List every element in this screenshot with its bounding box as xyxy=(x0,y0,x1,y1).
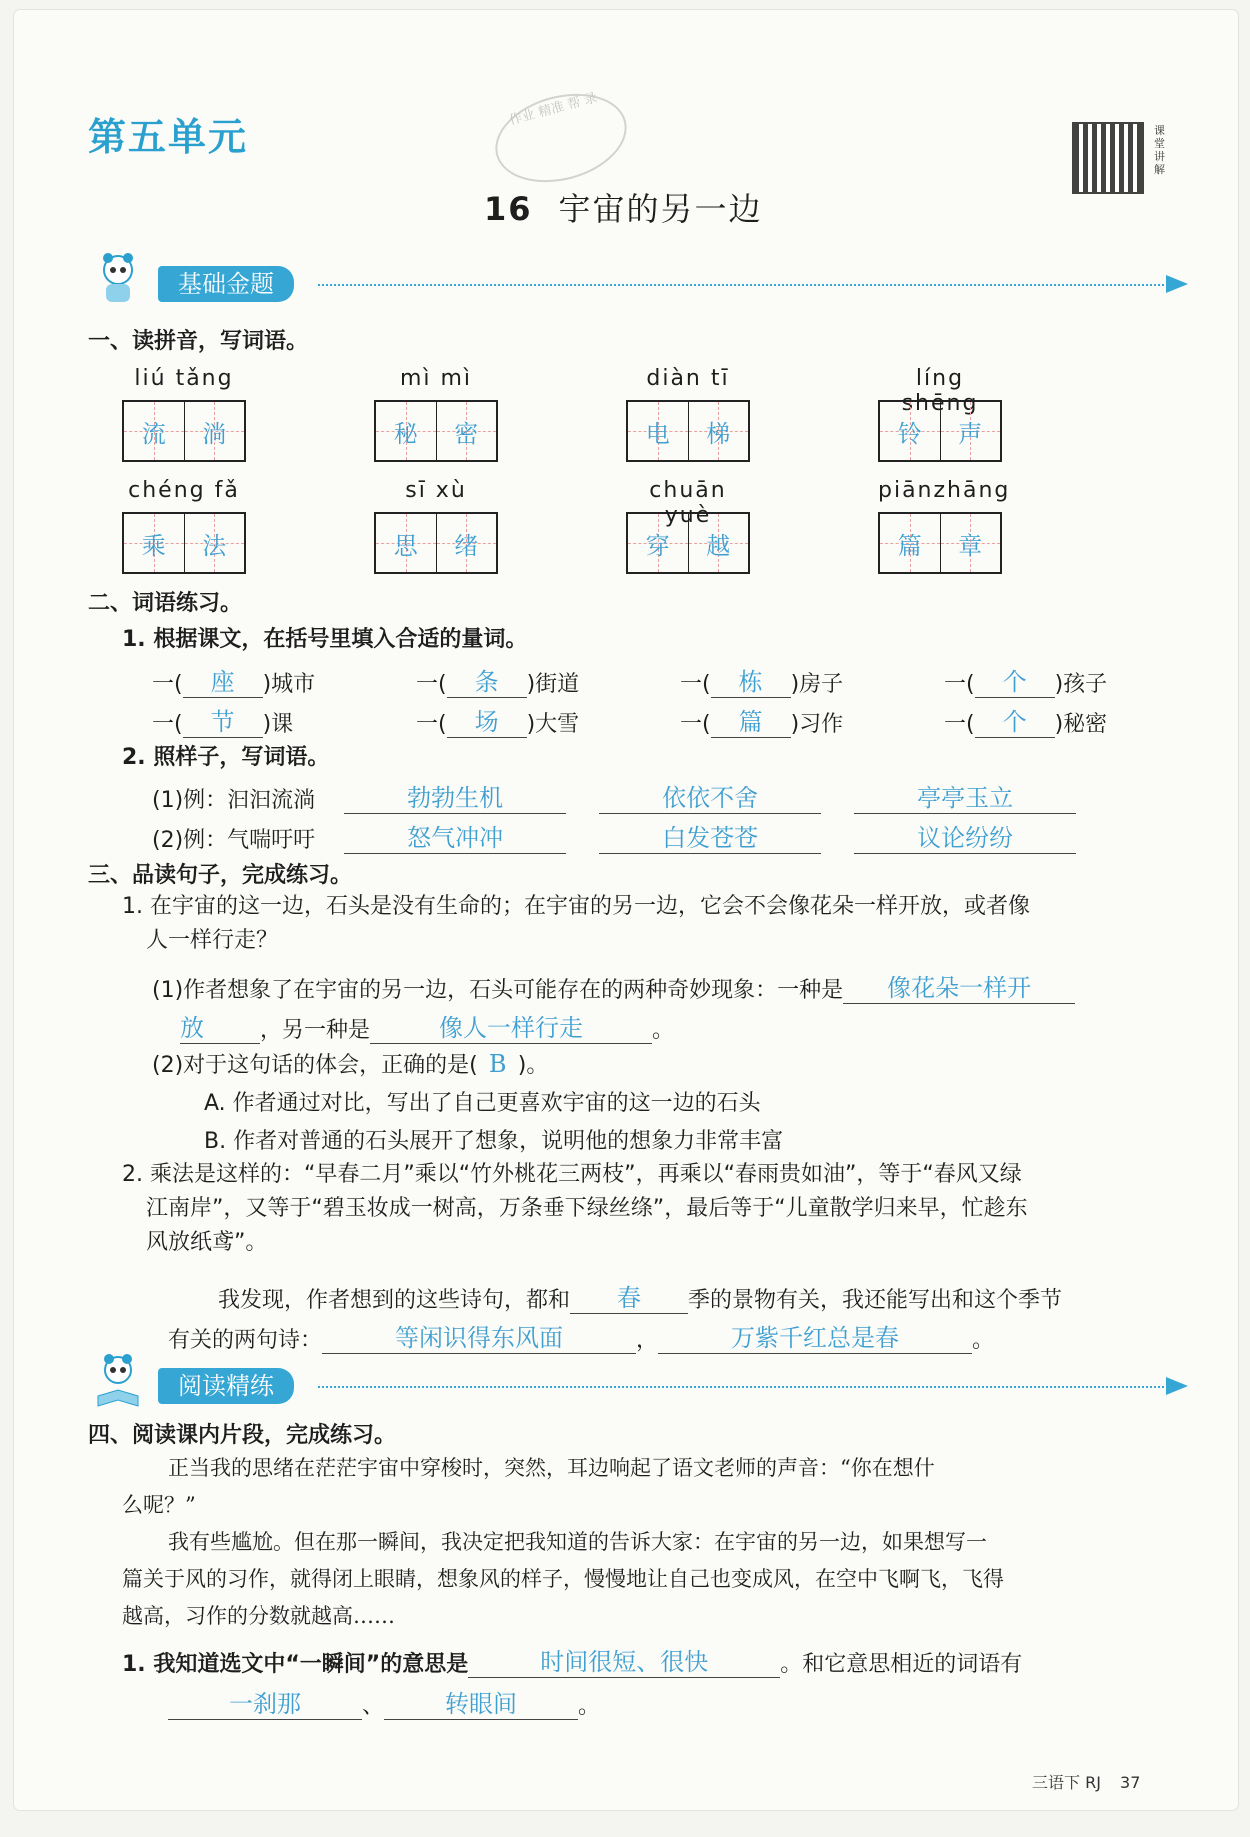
panda-reading-icon xyxy=(88,1350,148,1410)
char-answer: 越 xyxy=(706,531,731,560)
answer-blank[interactable]: 勃勃生机 xyxy=(344,778,566,814)
lesson-number: 16 xyxy=(484,190,533,228)
measure-answer[interactable]: 个 xyxy=(975,702,1055,738)
char-box[interactable] xyxy=(124,402,185,460)
answer-blank[interactable]: 春 xyxy=(570,1278,688,1314)
pinyin: mì mì xyxy=(399,366,473,391)
choice-answer[interactable]: B xyxy=(488,1050,507,1078)
q4-synonyms: 一刹那 、 转眼间 。 xyxy=(168,1684,600,1720)
word-item xyxy=(122,478,246,574)
measure-answer[interactable]: 座 xyxy=(183,662,263,698)
char-answer: 淌 xyxy=(202,419,227,448)
q3-passage-1: 1. 在宇宙的这一边，石头是没有生命的；在宇宙的另一边，它会不会像花朵一样开放，或者像 人一样行走？ xyxy=(122,894,1030,953)
char-box[interactable] xyxy=(185,514,245,572)
char-boxes xyxy=(878,400,1002,462)
char-box[interactable] xyxy=(689,402,749,460)
char-answer: 秘 xyxy=(393,419,418,448)
char-box[interactable] xyxy=(124,514,185,572)
answer-blank[interactable]: 时间很短、很快 xyxy=(468,1642,780,1678)
answer-blank[interactable]: 等闲识得东风面 xyxy=(322,1318,636,1354)
q3-title: 三、品读句子，完成练习。 xyxy=(88,863,353,888)
q3-poems: 有关的两句诗： 等闲识得东风面 ， 万紫千红总是春 。 xyxy=(168,1318,994,1354)
example-label: (2)例：气喘吁吁 xyxy=(152,828,316,853)
char-box[interactable] xyxy=(941,514,1001,572)
char-boxes xyxy=(122,400,246,462)
answer-blank[interactable]: 怒气冲冲 xyxy=(344,818,566,854)
char-boxes xyxy=(878,512,1002,574)
char-boxes xyxy=(626,512,750,574)
char-answer: 穿 xyxy=(645,531,670,560)
char-answer: 铃 xyxy=(897,419,922,448)
q3-passage-2: 2. 乘法是这样的：“早春二月”乘以“竹外桃花三两枝”，再乘以“春雨贵如油”，等于“春风又绿 江南岸”，又等于“碧玉妆成一树高，万条垂下绿丝绦”，最后等于“儿童散学归来早，忙趁东 风放纸鸢”。 xyxy=(122,1162,1028,1255)
stamp-watermark: 作业 精准 帮 录 xyxy=(485,80,636,196)
pinyin: chéng fǎ xyxy=(128,478,240,503)
answer-blank[interactable]: 转眼间 xyxy=(384,1684,578,1720)
measure-answer[interactable]: 个 xyxy=(975,662,1055,698)
q3-s1-cont: 放 ，另一种是 像人一样行走 。 xyxy=(180,1008,674,1044)
word-item xyxy=(878,366,1002,462)
char-box[interactable] xyxy=(880,514,941,572)
measure-item: 一( 节 )课 xyxy=(152,702,293,738)
measure-answer[interactable]: 场 xyxy=(447,702,527,738)
answer-blank[interactable]: 一刹那 xyxy=(168,1684,362,1720)
word-item xyxy=(626,478,750,574)
char-answer: 法 xyxy=(202,531,227,560)
measure-answer[interactable]: 节 xyxy=(183,702,263,738)
word-item xyxy=(878,478,1011,574)
option-a[interactable]: A. 作者通过对比，写出了自己更喜欢宇宙的这一边的石头 xyxy=(204,1091,761,1116)
qr-code-icon[interactable] xyxy=(1072,122,1144,194)
q4-reading-passage: 正当我的思绪在茫茫宇宙中穿梭时，突然，耳边响起了语文老师的声音：“你在想什 么呢？” 我有些尴尬。但在那一瞬间，我决定把我知道的告诉大家：在宇宙的另一边，如果想写一 篇关于风的习作，就得闭上眼睛，想象风的样子，慢慢地让自己也变成风，在空中飞啊飞，飞得 越高，习作的分数就越高…… xyxy=(122,1456,1004,1628)
worksheet-page xyxy=(14,10,1238,1810)
answer-blank[interactable]: 万紫千红总是春 xyxy=(658,1318,972,1354)
example-row-2 xyxy=(152,818,1076,854)
char-answer: 乘 xyxy=(141,531,166,560)
page-footer xyxy=(1032,1770,1140,1793)
example-row-1 xyxy=(152,778,1076,814)
measure-item: 一( 场 )大雪 xyxy=(416,702,579,738)
option-b[interactable]: B. 作者对普通的石头展开了想象，说明他的想象力非常丰富 xyxy=(204,1129,784,1154)
char-boxes xyxy=(626,400,750,462)
char-boxes xyxy=(374,512,498,574)
char-answer: 篇 xyxy=(897,531,922,560)
lesson-title xyxy=(484,184,763,230)
char-box[interactable] xyxy=(376,514,437,572)
char-answer: 绪 xyxy=(454,531,479,560)
pinyin: diàn tī xyxy=(646,366,730,391)
measure-item: 一( 座 )城市 xyxy=(152,662,315,698)
section-reading xyxy=(88,1364,1188,1408)
example-label: (1)例：汩汩流淌 xyxy=(152,788,316,813)
answer-blank[interactable]: 白发苍苍 xyxy=(599,818,821,854)
q2-sub2: 2. 照样子，写词语。 xyxy=(122,745,330,770)
q3-find: 我发现，作者想到的这些诗句，都和 春 季的景物有关，我还能写出和这个季节 xyxy=(218,1278,1062,1314)
word-item xyxy=(626,366,750,462)
pinyin: sī xù xyxy=(405,478,467,503)
answer-blank[interactable]: 放 xyxy=(180,1008,260,1044)
measure-item: 一( 个 )孩子 xyxy=(944,662,1107,698)
qr-label: 课堂讲解 xyxy=(1154,124,1165,176)
word-item xyxy=(122,366,246,462)
pinyin: chuān yuè xyxy=(649,478,727,528)
char-answer: 梯 xyxy=(706,419,731,448)
section-basic xyxy=(88,262,1188,306)
measure-answer[interactable]: 篇 xyxy=(711,702,791,738)
answer-blank[interactable]: 像人一样行走 xyxy=(370,1008,652,1044)
char-box[interactable] xyxy=(376,402,437,460)
word-item xyxy=(374,478,498,574)
measure-answer[interactable]: 条 xyxy=(447,662,527,698)
char-answer: 章 xyxy=(958,531,983,560)
char-answer: 电 xyxy=(645,419,670,448)
pinyin: piānzhāng xyxy=(878,478,1011,503)
word-item xyxy=(374,366,498,462)
unit-title: 第五单元 xyxy=(88,115,249,159)
char-boxes xyxy=(122,512,246,574)
char-answer: 声 xyxy=(958,419,983,448)
char-box[interactable] xyxy=(689,514,749,572)
section-tag: 阅读精练 xyxy=(158,1368,294,1404)
section-tag: 基础金题 xyxy=(158,266,294,302)
panda-mascot-icon xyxy=(88,248,148,308)
char-box[interactable] xyxy=(437,402,497,460)
answer-blank[interactable]: 像花朵一样开 xyxy=(843,968,1075,1004)
dotted-divider xyxy=(318,284,1168,286)
char-answer: 流 xyxy=(141,419,166,448)
char-box[interactable] xyxy=(628,402,689,460)
pinyin: líng shēng xyxy=(901,366,979,416)
arrow-right-icon xyxy=(1166,275,1188,293)
q4-sub1: 1. 我知道选文中“一瞬间”的意思是 时间很短、很快 。和它意思相近的词语有 xyxy=(122,1642,1022,1678)
dotted-divider xyxy=(318,1386,1168,1388)
measure-item: 一( 个 )秘密 xyxy=(944,702,1107,738)
page-number: 37 xyxy=(1120,1773,1141,1792)
char-box[interactable] xyxy=(185,402,245,460)
char-box[interactable] xyxy=(941,402,1001,460)
q3-s1: (1)作者想象了在宇宙的另一边，石头可能存在的两种奇妙现象：一种是 像花朵一样开 xyxy=(152,968,1075,1004)
char-box[interactable] xyxy=(880,402,941,460)
answer-blank[interactable]: 议论纷纷 xyxy=(854,818,1076,854)
char-box[interactable] xyxy=(437,514,497,572)
char-answer: 思 xyxy=(393,531,418,560)
book-code: 三语下 RJ xyxy=(1032,1773,1101,1792)
measure-item: 一( 篇 )习作 xyxy=(680,702,843,738)
lesson-name: 宇宙的另一边 xyxy=(558,190,763,228)
answer-blank[interactable]: 依依不舍 xyxy=(599,778,821,814)
q3-s2: (2)对于这句话的体会，正确的是( B )。 xyxy=(152,1050,549,1078)
char-boxes xyxy=(374,400,498,462)
q2-sub1: 1. 根据课文，在括号里填入合适的量词。 xyxy=(122,627,528,652)
char-box[interactable] xyxy=(628,514,689,572)
q4-title: 四、阅读课内片段，完成练习。 xyxy=(88,1423,397,1448)
q2-title: 二、词语练习。 xyxy=(88,591,243,616)
measure-answer[interactable]: 栋 xyxy=(711,662,791,698)
char-answer: 密 xyxy=(454,419,479,448)
q1-title: 一、读拼音，写词语。 xyxy=(88,329,309,354)
pinyin: liú tǎng xyxy=(134,366,234,391)
answer-blank[interactable]: 亭亭玉立 xyxy=(854,778,1076,814)
measure-item: 一( 栋 )房子 xyxy=(680,662,843,698)
arrow-right-icon xyxy=(1166,1377,1188,1395)
measure-item: 一( 条 )街道 xyxy=(416,662,579,698)
